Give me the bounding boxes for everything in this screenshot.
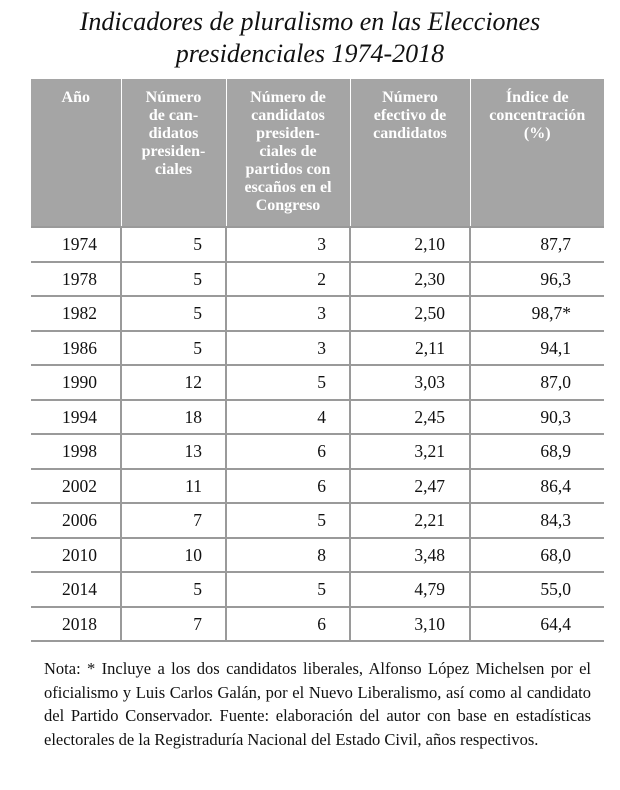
header-line: candidatos: [251, 107, 325, 124]
table-body: [31, 227, 604, 641]
cell-parties-congress: 4: [226, 400, 350, 435]
cell-effective-candidates: 3,48: [350, 538, 470, 573]
header-line: Número: [145, 89, 202, 106]
cell-concentration-index: 84,3: [470, 503, 604, 538]
header-line: Número de: [250, 89, 326, 106]
table-row: [31, 331, 604, 366]
table-row: [31, 469, 604, 504]
cell-year: 1994: [31, 400, 121, 435]
cell-year: 2002: [31, 469, 121, 504]
cell-year: 2006: [31, 503, 121, 538]
cell-effective-candidates: 3,21: [350, 434, 470, 469]
table-row: [31, 365, 604, 400]
cell-candidates: 5: [121, 227, 226, 262]
cell-parties-congress: 2: [226, 262, 350, 297]
table-row: [31, 227, 604, 262]
cell-parties-congress: 5: [226, 572, 350, 607]
cell-parties-congress: 5: [226, 503, 350, 538]
header-line: de can-: [148, 107, 199, 124]
cell-parties-congress: 6: [226, 434, 350, 469]
table-header-row: [31, 79, 604, 227]
table-footnote: Nota: * Incluye a los dos candidatos liberales, Alfonso López Michelsen por el oficialismo y Luis Carlos Galán, por el Nuevo Liberalismo, así como al candidato del Partido Conservador. Fuente: elaboración del autor con base en estadísticas electorales de la Registraduría Nacional del Estado Civil, años respectivos.: [44, 659, 591, 749]
header-line: concentración: [489, 107, 586, 124]
cell-year: 2014: [31, 572, 121, 607]
cell-concentration-index: 86,4: [470, 469, 604, 504]
cell-candidates: 13: [121, 434, 226, 469]
header-line: ciales de: [259, 143, 317, 160]
cell-parties-congress: 5: [226, 365, 350, 400]
table-row: [31, 572, 604, 607]
header-line: Congreso: [255, 197, 321, 214]
table-row: [31, 400, 604, 435]
cell-concentration-index: 68,0: [470, 538, 604, 573]
header-line: ciales: [154, 161, 193, 178]
cell-candidates: 18: [121, 400, 226, 435]
cell-year: 1982: [31, 296, 121, 331]
table-title-line-1: Indicadores de pluralismo en las Elecciones: [79, 7, 541, 36]
cell-year: 1986: [31, 331, 121, 366]
cell-year: 1978: [31, 262, 121, 297]
cell-candidates: 7: [121, 503, 226, 538]
cell-concentration-index: 68,9: [470, 434, 604, 469]
cell-effective-candidates: 2,50: [350, 296, 470, 331]
cell-concentration-index: 90,3: [470, 400, 604, 435]
cell-parties-congress: 6: [226, 469, 350, 504]
cell-effective-candidates: 2,21: [350, 503, 470, 538]
table-row: [31, 262, 604, 297]
cell-concentration-index: 87,0: [470, 365, 604, 400]
header-line: presiden-: [256, 125, 320, 142]
cell-year: 2018: [31, 607, 121, 642]
table-title: [0, 6, 620, 70]
cell-concentration-index: 98,7*: [470, 296, 604, 331]
cell-parties-congress: 3: [226, 227, 350, 262]
cell-parties-congress: 3: [226, 296, 350, 331]
header-effective-candidates: [350, 79, 470, 227]
table-title-line-2: presidenciales 1974-2018: [175, 39, 445, 68]
header-line: Número: [382, 89, 438, 106]
header-line: partidos con: [245, 161, 331, 178]
header-parties-congress: [226, 79, 350, 227]
header-line: presiden-: [141, 143, 206, 160]
header-year: [31, 79, 121, 227]
cell-concentration-index: 94,1: [470, 331, 604, 366]
cell-year: 1974: [31, 227, 121, 262]
cell-candidates: 5: [121, 331, 226, 366]
cell-concentration-index: 64,4: [470, 607, 604, 642]
cell-candidates: 5: [121, 572, 226, 607]
cell-concentration-index: 55,0: [470, 572, 604, 607]
header-line: escaños en el: [244, 179, 332, 196]
header-line: Índice de: [505, 89, 569, 106]
cell-parties-congress: 3: [226, 331, 350, 366]
header-line: (%): [523, 125, 551, 142]
table-row: [31, 296, 604, 331]
header-line: didatos: [148, 125, 199, 142]
cell-candidates: 10: [121, 538, 226, 573]
pluralism-table: [31, 79, 604, 642]
cell-effective-candidates: 2,10: [350, 227, 470, 262]
cell-parties-congress: 6: [226, 607, 350, 642]
cell-candidates: 7: [121, 607, 226, 642]
cell-candidates: 5: [121, 262, 226, 297]
table-row: [31, 503, 604, 538]
cell-effective-candidates: 3,10: [350, 607, 470, 642]
table-row: [31, 434, 604, 469]
cell-parties-congress: 8: [226, 538, 350, 573]
header-line: Año: [61, 89, 90, 106]
table-row: [31, 538, 604, 573]
cell-concentration-index: 96,3: [470, 262, 604, 297]
cell-effective-candidates: 3,03: [350, 365, 470, 400]
cell-concentration-index: 87,7: [470, 227, 604, 262]
cell-candidates: 12: [121, 365, 226, 400]
header-line: efectivo de: [373, 107, 447, 124]
header-line: candidatos: [373, 125, 447, 142]
cell-effective-candidates: 2,11: [350, 331, 470, 366]
cell-year: 2010: [31, 538, 121, 573]
cell-effective-candidates: 4,79: [350, 572, 470, 607]
cell-effective-candidates: 2,45: [350, 400, 470, 435]
header-candidates: [121, 79, 226, 227]
header-concentration-index: [470, 79, 604, 227]
cell-effective-candidates: 2,47: [350, 469, 470, 504]
cell-candidates: 11: [121, 469, 226, 504]
cell-effective-candidates: 2,30: [350, 262, 470, 297]
cell-year: 1990: [31, 365, 121, 400]
cell-candidates: 5: [121, 296, 226, 331]
cell-year: 1998: [31, 434, 121, 469]
table-row: [31, 607, 604, 642]
